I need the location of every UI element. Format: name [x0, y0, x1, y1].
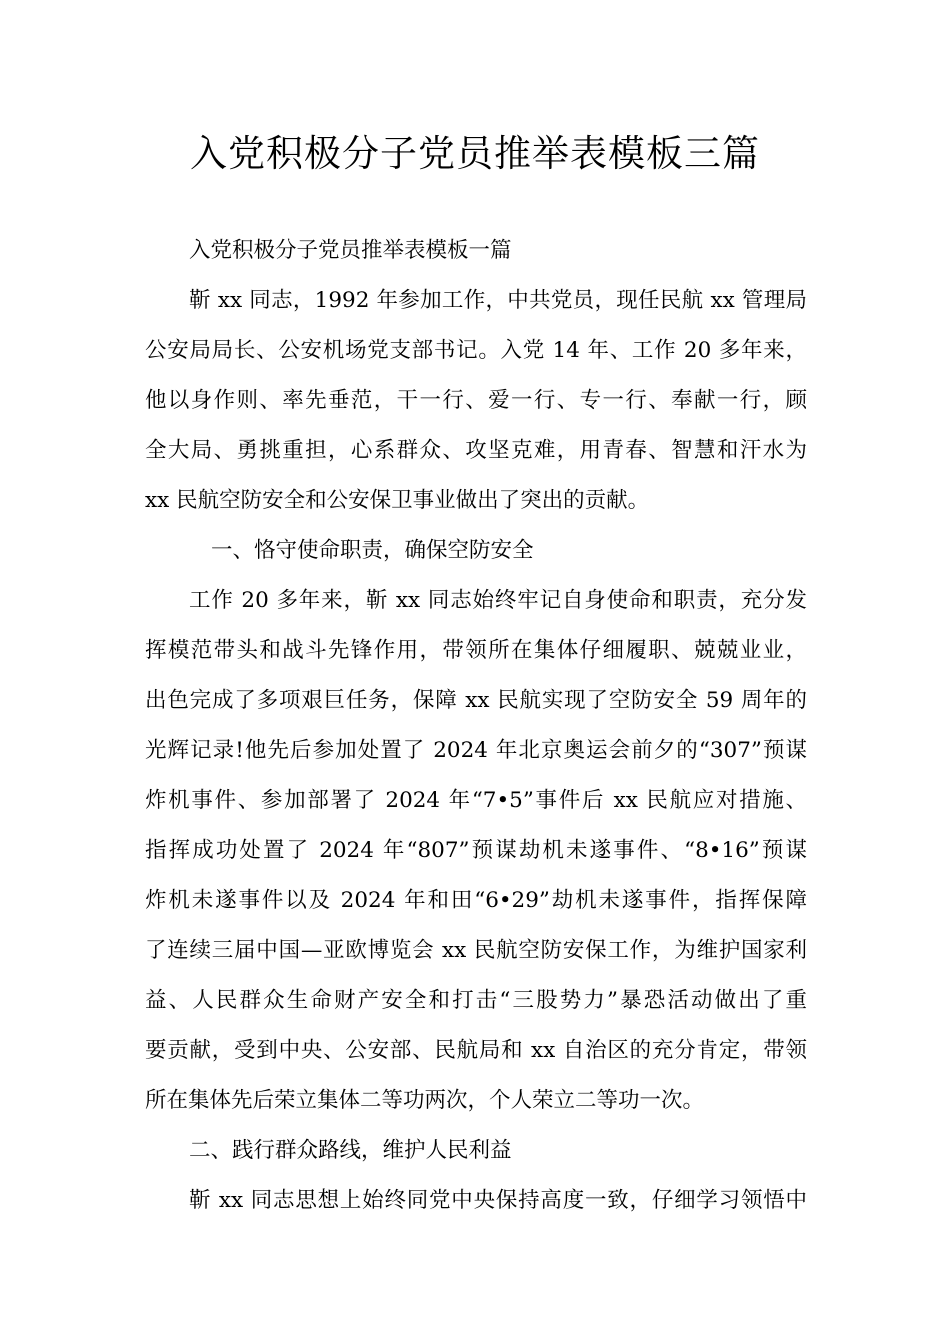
subtitle-line: 入党积极分子党员推举表模板一篇 [189, 238, 512, 263]
paragraph-line: 出色完成了多项艰巨任务，保障 xx 民航实现了空防安全 59 周年的 [145, 688, 807, 713]
paragraph-line: 炸机事件、参加部署了 2024 年“7•5”事件后 xx 民航应对措施、 [145, 788, 807, 813]
paragraph-line: 挥模范带头和战斗先锋作用，带领所在集体仔细履职、兢兢业业， [145, 638, 807, 663]
section-heading-1: 一、恪守使命职责，确保空防安全 [211, 538, 534, 563]
paragraph-line: 了连续三届中国—亚欧博览会 xx 民航空防安保工作，为维护国家利 [145, 938, 807, 963]
paragraph-line: xx 民航空防安全和公安保卫事业做出了突出的贡献。 [145, 488, 650, 513]
paragraph-line: 他以身作则、率先垂范，干一行、爱一行、专一行、奉献一行，顾 [145, 388, 807, 413]
paragraph-line: 指挥成功处置了 2024 年“807”预谋劫机未遂事件、“8•16”预谋 [145, 838, 807, 863]
paragraph-line: 要贡献，受到中央、公安部、民航局和 xx 自治区的充分肯定，带领 [145, 1038, 807, 1063]
paragraph-line: 炸机未遂事件以及 2024 年和田“6•29”劫机未遂事件，指挥保障 [145, 888, 807, 913]
paragraph-line: 工作 20 多年来，靳 xx 同志始终牢记自身使命和职责，充分发 [189, 588, 807, 613]
paragraph-line: 所在集体先后荣立集体二等功两次，个人荣立二等功一次。 [145, 1088, 705, 1113]
paragraph-line: 公安局局长、公安机场党支部书记。入党 14 年、工作 20 多年来， [145, 338, 807, 363]
paragraph-line: 光辉记录!他先后参加处置了 2024 年北京奥运会前夕的“307”预谋 [145, 738, 807, 763]
section-heading-2: 二、践行群众路线，维护人民利益 [189, 1138, 512, 1163]
paragraph-line: 靳 xx 同志，1992 年参加工作，中共党员，现任民航 xx 管理局 [189, 288, 807, 313]
paragraph-line: 全大局、勇挑重担，心系群众、攻坚克难，用青春、智慧和汗水为 [145, 438, 807, 463]
paragraph-line: 益、人民群众生命财产安全和打击“三股势力”暴恐活动做出了重 [145, 988, 807, 1013]
document-title: 入党积极分子党员推举表模板三篇 [190, 132, 760, 175]
paragraph-line: 靳 xx 同志思想上始终同党中央保持高度一致，仔细学习领悟中 [189, 1188, 807, 1213]
